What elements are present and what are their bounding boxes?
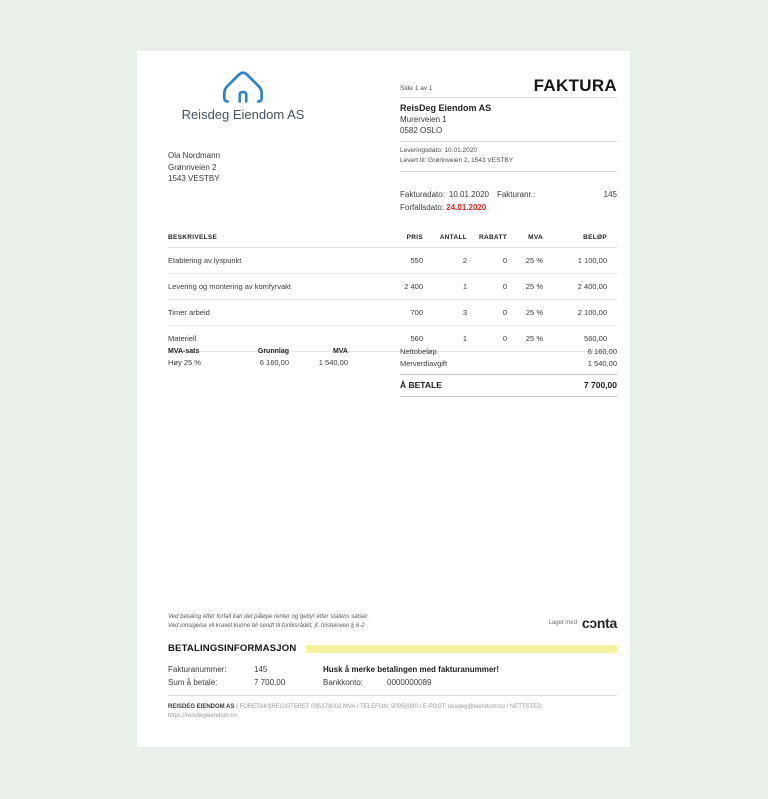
footer-website: https://reisdegeiendom.no (168, 713, 238, 719)
payment-info-right (323, 663, 499, 689)
delivery-address: Levert til: Grønnveien 2, 1543 VESTBY (400, 156, 514, 164)
due-date-row (400, 201, 617, 214)
table-row (168, 248, 617, 274)
net-amount-label: Nettobeløp (400, 347, 437, 356)
bank-account-pair (323, 676, 499, 689)
due-date-label: Forfallsdato: (400, 203, 445, 212)
item-quantity: 2 (423, 248, 467, 274)
amount-due-value: 7 700,00 (583, 380, 617, 390)
invoice-number-value: 145 (603, 190, 617, 199)
vat-amount-row (400, 358, 617, 370)
payment-info-title-row (168, 643, 617, 654)
item-quantity: 3 (423, 300, 467, 326)
col-pris: PRIS (361, 234, 423, 248)
col-antall: ANTALL (423, 234, 467, 248)
sender-address (400, 98, 617, 142)
delivery-date: Leveringsdato: 10.01.2020 (400, 147, 477, 154)
item-description: Materiell (168, 326, 361, 352)
invoice-date-row (400, 188, 617, 201)
payment-info-section (168, 643, 617, 689)
totals-block (400, 346, 617, 397)
payment-info-left (168, 663, 323, 689)
table-header-row (168, 234, 617, 248)
vat-amount-label: MVA (332, 348, 348, 355)
item-quantity: 1 (423, 326, 467, 352)
page-indicator: Side 1 av 1 (400, 85, 433, 92)
made-with-badge (549, 615, 617, 631)
sum-due-pair (168, 676, 323, 689)
item-vat: 25 % (507, 300, 543, 326)
payment-info-rows (168, 663, 617, 689)
invoice-date-label: Fakturadato: (400, 190, 445, 199)
payment-info-title: BETALINGSINFORMASJON (168, 643, 297, 654)
item-amount: 2 100,00 (543, 300, 617, 326)
item-description: Timer arbeid (168, 300, 361, 326)
sum-due-value: 7 700,00 (254, 678, 286, 687)
col-mva: MVA (507, 234, 543, 248)
house-icon (217, 68, 269, 104)
amount-due-row (400, 374, 617, 397)
customer-city: 1543 VESTBY (168, 174, 220, 183)
delivery-info (400, 142, 617, 172)
vat-summary-header (168, 346, 348, 357)
bank-account-value: 0000000089 (387, 678, 432, 687)
sender-street: Murerveien 1 (400, 115, 447, 124)
vat-total-value: 1 540,00 (587, 359, 617, 368)
line-items-table (168, 234, 617, 352)
item-description: Etablering av lyspunkt (168, 248, 361, 274)
sender-city: 0582 OSLO (400, 126, 443, 135)
legal-note-line: Ved innsigelse vil kravet kunne bli sendt til forliksrådet, jf. tvisteloven § 6-2 (168, 623, 365, 629)
vat-total-label: Merverdiavgift (400, 359, 448, 368)
invoice-meta (400, 188, 617, 214)
item-amount: 2 400,00 (543, 274, 617, 300)
item-discount: 0 (467, 274, 507, 300)
item-price: 550 (361, 248, 423, 274)
company-logo-text: Reisdeg Eiendom AS (181, 107, 305, 122)
col-beskrivelse: BESKRIVELSE (168, 234, 361, 248)
vat-amount-value: 1 540,00 (318, 358, 348, 367)
item-discount: 0 (467, 248, 507, 274)
table-row (168, 274, 617, 300)
item-amount: 1 100,00 (543, 248, 617, 274)
item-vat: 25 % (507, 248, 543, 274)
item-price: 2 400 (361, 274, 423, 300)
summary-section (168, 346, 617, 397)
item-vat: 25 % (507, 326, 543, 352)
item-amount: 560,00 (543, 326, 617, 352)
col-belop: BELØP (543, 234, 617, 248)
due-date-value: 24.01.2020 (446, 203, 487, 212)
footer-notes-row (168, 613, 617, 631)
invoice-number-label: Fakturanr.: (496, 190, 536, 199)
made-with-label: Laget med (548, 620, 577, 626)
customer-address (168, 150, 220, 185)
customer-street: Grønnveien 2 (168, 162, 217, 172)
title-row (400, 78, 617, 98)
amount-due-label: Å BETALE (400, 380, 442, 390)
payment-invoice-number-label: Fakturanummer: (168, 665, 227, 674)
item-discount: 0 (467, 326, 507, 352)
col-rabatt: RABATT (467, 234, 507, 248)
payment-notice: Husk å merke betalingen med fakturanummer! (323, 665, 500, 674)
vat-summary-values (168, 357, 348, 368)
footer-company-name: REISDEG EIENDOM AS (168, 704, 235, 710)
invoice-number-pair (168, 663, 323, 676)
item-description: Levering og montering av komfyrvakt (168, 274, 361, 300)
table-row (168, 300, 617, 326)
vat-summary (168, 346, 348, 397)
item-price: 560 (361, 326, 423, 352)
sender-name: ReisDeg Eiendom AS (400, 103, 492, 113)
vat-base-value: 6 160,00 (259, 358, 289, 367)
invoice-header (400, 78, 617, 214)
item-discount: 0 (467, 300, 507, 326)
net-amount-row (400, 346, 617, 358)
highlight-bar (306, 645, 617, 653)
vat-base-label: Grunnlag (257, 348, 289, 355)
document-title: FAKTURA (533, 76, 617, 95)
sum-due-label: Sum å betale: (168, 678, 218, 687)
company-logo (177, 68, 309, 122)
legal-notes (168, 613, 369, 631)
payment-invoice-number-value: 145 (254, 665, 268, 674)
company-footer-line (168, 703, 617, 712)
company-footer (168, 695, 617, 721)
legal-note-line: Ved betaling etter forfall kan det påløpe renter og gebyr etter statens satser. (168, 614, 370, 620)
net-amount-value: 6 160,00 (587, 347, 617, 356)
footer-company-details: / FORETAKSREGISTERET 095178002 MVA / TELEFON: 50050080 / E-POST: reisdeg@eiendom.no / NETTSTED: (234, 704, 544, 710)
vat-rate-value: Høy 25 % (168, 358, 201, 367)
invoice-page (137, 51, 630, 747)
line-items-section (168, 234, 617, 352)
item-quantity: 1 (423, 274, 467, 300)
conta-logo: cɔnta (581, 615, 617, 631)
vat-rate-label: MVA-sats (168, 348, 200, 355)
item-vat: 25 % (507, 274, 543, 300)
bank-account-label: Bankkonto: (323, 678, 364, 687)
customer-name: Ola Nordmann (168, 151, 221, 160)
item-price: 700 (361, 300, 423, 326)
invoice-date-value: 10.01.2020 (448, 190, 489, 199)
